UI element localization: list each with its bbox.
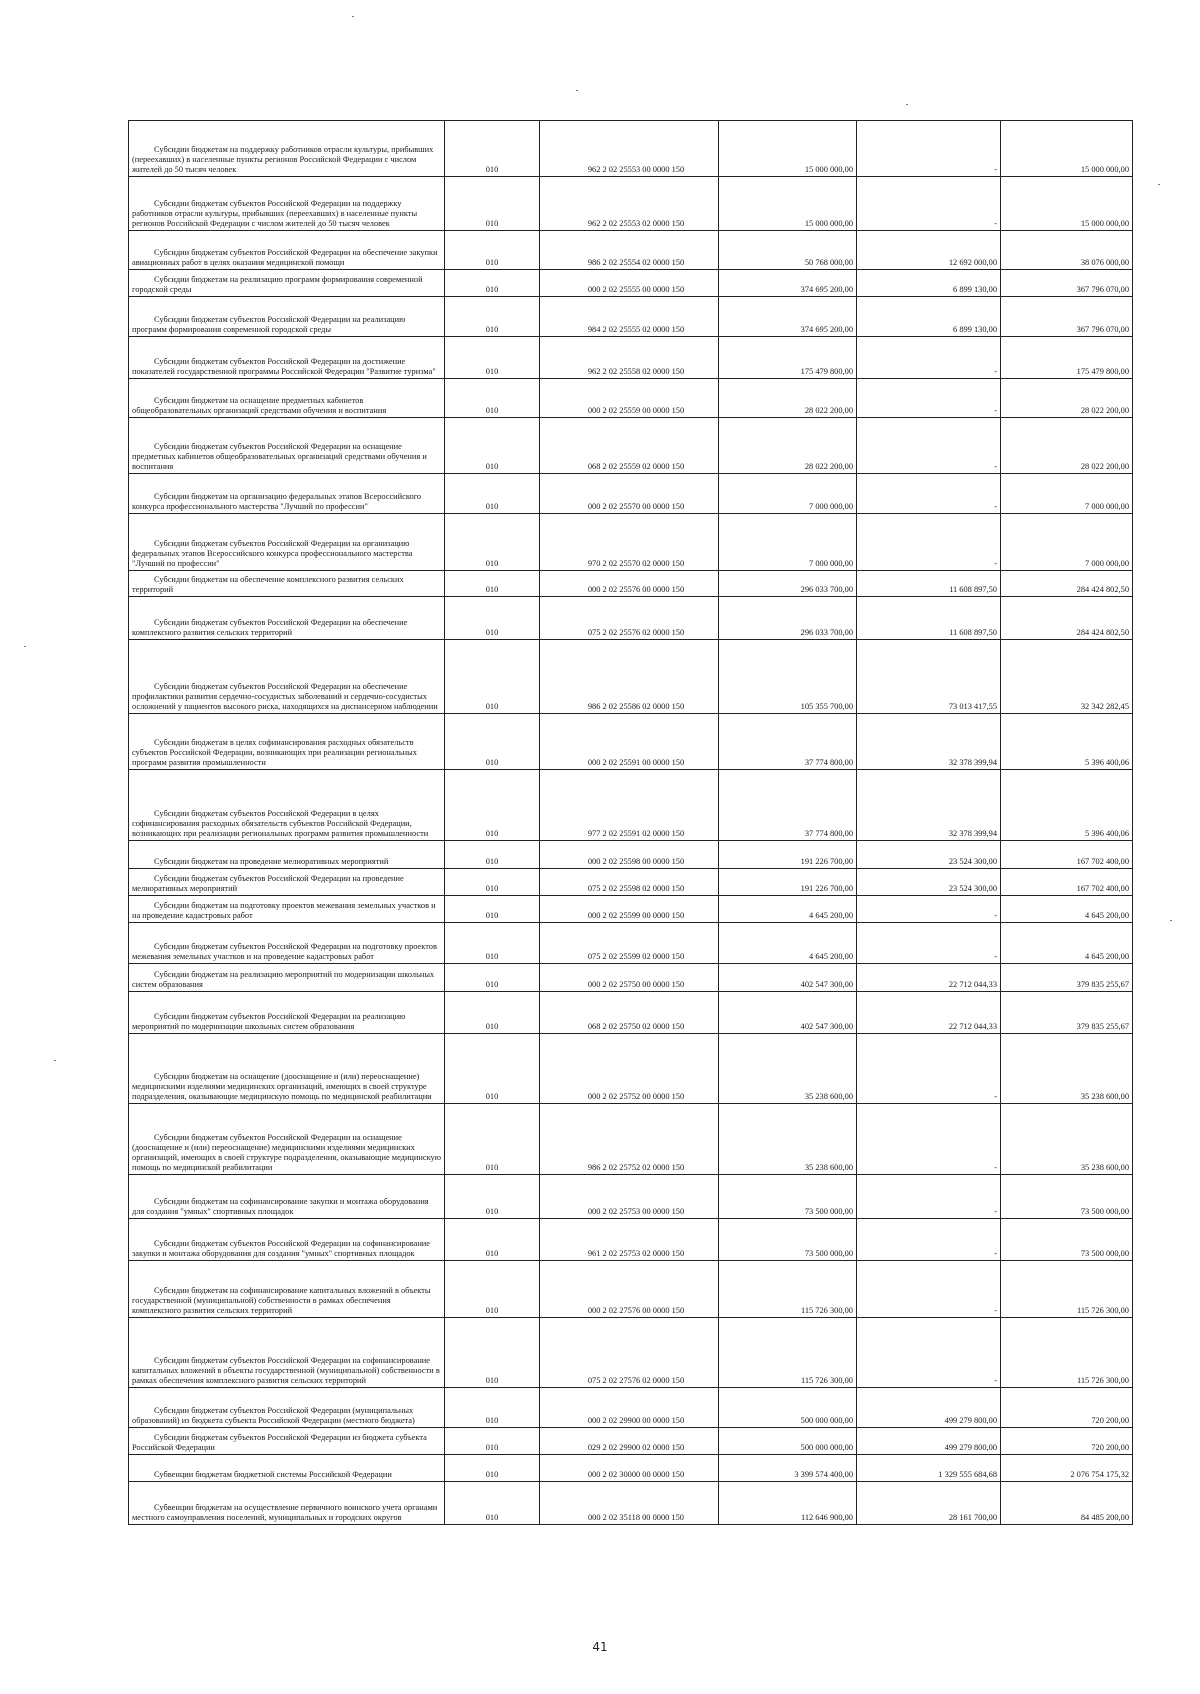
- row-plan: 191 226 700,00: [719, 869, 857, 896]
- row-remaining: 367 796 070,00: [1001, 270, 1133, 297]
- table-row: [129, 964, 1133, 992]
- row-name: Субсидии бюджетам субъектов Российской Федерации из бюджета субъекта Российской Федерации: [129, 1428, 445, 1455]
- row-kbk: 961 2 02 25753 02 0000 150: [540, 1219, 719, 1261]
- row-kbk: 000 2 02 25752 00 0000 150: [540, 1034, 719, 1104]
- row-kbk: 000 2 02 25570 00 0000 150: [540, 474, 719, 514]
- row-executed: -: [857, 1104, 1001, 1175]
- row-kbk: 068 2 02 25750 02 0000 150: [540, 992, 719, 1034]
- row-executed: 499 279 800,00: [857, 1428, 1001, 1455]
- row-executed: -: [857, 1175, 1001, 1219]
- table-row: [129, 418, 1133, 474]
- row-name: Субвенции бюджетам на осуществление первичного воинского учета органами местного самоуправления поселений, муниципальных и городских округов: [129, 1482, 445, 1525]
- row-plan: 35 238 600,00: [719, 1104, 857, 1175]
- row-remaining: 379 835 255,67: [1001, 992, 1133, 1034]
- row-code: 010: [445, 1318, 540, 1388]
- row-kbk: 075 2 02 25599 02 0000 150: [540, 923, 719, 964]
- row-code: 010: [445, 640, 540, 714]
- row-code: 010: [445, 177, 540, 231]
- row-code: 010: [445, 1034, 540, 1104]
- row-executed: -: [857, 1034, 1001, 1104]
- scan-speck: [352, 16, 354, 17]
- table-row: [129, 231, 1133, 270]
- row-plan: 115 726 300,00: [719, 1261, 857, 1318]
- row-executed: 1 329 555 684,68: [857, 1455, 1001, 1482]
- scan-speck: [54, 1060, 56, 1061]
- row-code: 010: [445, 270, 540, 297]
- row-name: Субсидии бюджетам субъектов Российской Федерации на подготовку проектов межевания земельных участков и на проведение кадастровых работ: [129, 923, 445, 964]
- table-row: [129, 1455, 1133, 1482]
- row-plan: 28 022 200,00: [719, 379, 857, 418]
- row-kbk: 962 2 02 25553 00 0000 150: [540, 121, 719, 177]
- row-kbk: 075 2 02 25598 02 0000 150: [540, 869, 719, 896]
- row-remaining: 379 835 255,67: [1001, 964, 1133, 992]
- table-row: [129, 1261, 1133, 1318]
- row-remaining: 4 645 200,00: [1001, 896, 1133, 923]
- row-remaining: 73 500 000,00: [1001, 1175, 1133, 1219]
- row-code: 010: [445, 923, 540, 964]
- row-kbk: 970 2 02 25570 02 0000 150: [540, 514, 719, 571]
- row-name: Субсидии бюджетам на организацию федеральных этапов Всероссийского конкурса профессионального мастерства "Лучший по профессии": [129, 474, 445, 514]
- row-remaining: 175 479 800,00: [1001, 337, 1133, 379]
- row-plan: 28 022 200,00: [719, 418, 857, 474]
- budget-income-table: [128, 120, 1133, 1525]
- row-code: 010: [445, 714, 540, 770]
- row-name: Субсидии бюджетам субъектов Российской Федерации на обеспечение комплексного развития сельских территорий: [129, 597, 445, 640]
- row-name: Субсидии бюджетам субъектов Российской Федерации на обеспечение профилактики развития сердечно-сосудистых заболеваний и сердечно-сосудистых осложнений у пациентов высокого риска, находящихся на диспансерном наблюдении: [129, 640, 445, 714]
- row-executed: 22 712 044,33: [857, 964, 1001, 992]
- row-code: 010: [445, 418, 540, 474]
- table-body: [129, 121, 1133, 1525]
- row-code: 010: [445, 597, 540, 640]
- row-name: Субсидии бюджетам субъектов Российской Федерации на софинансирование закупки и монтажа оборудования для создания "умных" спортивных площадок: [129, 1219, 445, 1261]
- scan-speck: [1170, 920, 1172, 921]
- row-kbk: 000 2 02 29900 00 0000 150: [540, 1388, 719, 1428]
- row-remaining: 284 424 802,50: [1001, 597, 1133, 640]
- row-remaining: 15 000 000,00: [1001, 121, 1133, 177]
- row-kbk: 000 2 02 25598 00 0000 150: [540, 841, 719, 869]
- row-kbk: 977 2 02 25591 02 0000 150: [540, 770, 719, 841]
- row-name: Субсидии бюджетам субъектов Российской Федерации на поддержку работников отрасли культуры, прибывших (переехавших) в населенные пункты регионов Российской Федерации с числом жителей до 50 тысяч человек: [129, 177, 445, 231]
- row-code: 010: [445, 1455, 540, 1482]
- row-name: Субсидии бюджетам субъектов Российской Федерации на оснащение предметных кабинетов общеобразовательных организаций средствами обучения и воспитания: [129, 418, 445, 474]
- row-remaining: 84 485 200,00: [1001, 1482, 1133, 1525]
- row-remaining: 15 000 000,00: [1001, 177, 1133, 231]
- row-executed: 32 378 399,94: [857, 714, 1001, 770]
- row-name: Субсидии бюджетам на оснащение (дооснащение и (или) переоснащение) медицинскими изделиями медицинских организаций, имеющих в своей структуре подразделения, оказывающие медицинскую помощь по медицинской реабилитации: [129, 1034, 445, 1104]
- row-name: Субсидии бюджетам субъектов Российской Федерации на проведение мелиоративных мероприятий: [129, 869, 445, 896]
- row-executed: 6 899 130,00: [857, 297, 1001, 337]
- row-plan: 115 726 300,00: [719, 1318, 857, 1388]
- row-code: 010: [445, 869, 540, 896]
- row-remaining: 115 726 300,00: [1001, 1261, 1133, 1318]
- row-name: Субсидии бюджетам на реализацию мероприятий по модернизации школьных систем образования: [129, 964, 445, 992]
- row-code: 010: [445, 474, 540, 514]
- row-code: 010: [445, 121, 540, 177]
- row-remaining: 7 000 000,00: [1001, 514, 1133, 571]
- row-name: Субсидии бюджетам в целях софинансирования расходных обязательств субъектов Российской Федерации, возникающих при реализации региональных программ развития промышленности: [129, 714, 445, 770]
- row-plan: 500 000 000,00: [719, 1428, 857, 1455]
- row-plan: 4 645 200,00: [719, 923, 857, 964]
- row-name: Субсидии бюджетам субъектов Российской Федерации на реализацию мероприятий по модернизации школьных систем образования: [129, 992, 445, 1034]
- row-plan: 402 547 300,00: [719, 964, 857, 992]
- row-kbk: 000 2 02 25753 00 0000 150: [540, 1175, 719, 1219]
- row-remaining: 7 000 000,00: [1001, 474, 1133, 514]
- row-code: 010: [445, 379, 540, 418]
- row-kbk: 000 2 02 35118 00 0000 150: [540, 1482, 719, 1525]
- row-kbk: 000 2 02 30000 00 0000 150: [540, 1455, 719, 1482]
- row-name: Субсидии бюджетам на софинансирование капитальных вложений в объекты государственной (муниципальной) собственности в рамках обеспечения комплексного развития сельских территорий: [129, 1261, 445, 1318]
- table-row: [129, 177, 1133, 231]
- row-executed: 23 524 300,00: [857, 841, 1001, 869]
- table-row: [129, 571, 1133, 597]
- row-plan: 4 645 200,00: [719, 896, 857, 923]
- row-name: Субсидии бюджетам субъектов Российской Федерации на софинансирование капитальных вложений в объекты государственной (муниципальной) собственности в рамках обеспечения комплексного развития сельских территорий: [129, 1318, 445, 1388]
- page-number: 41: [592, 1640, 608, 1654]
- row-executed: 22 712 044,33: [857, 992, 1001, 1034]
- row-executed: -: [857, 923, 1001, 964]
- row-code: 010: [445, 1104, 540, 1175]
- row-kbk: 000 2 02 25555 00 0000 150: [540, 270, 719, 297]
- row-code: 010: [445, 1388, 540, 1428]
- row-executed: 28 161 700,00: [857, 1482, 1001, 1525]
- row-name: Субсидии бюджетам на обеспечение комплексного развития сельских территорий: [129, 571, 445, 597]
- row-code: 010: [445, 1219, 540, 1261]
- table-row: [129, 270, 1133, 297]
- row-kbk: 962 2 02 25553 02 0000 150: [540, 177, 719, 231]
- row-name: Субсидии бюджетам субъектов Российской Федерации на организацию федеральных этапов Всероссийского конкурса профессионального мастерства "Лучший по профессии": [129, 514, 445, 571]
- row-remaining: 73 500 000,00: [1001, 1219, 1133, 1261]
- row-name: Субсидии бюджетам субъектов Российской Федерации на оснащение (дооснащение и (или) переоснащение) медицинскими изделиями медицинских организаций, имеющих в своей структуре подразделения, оказывающие медицинскую помощь по медицинской реабилитации: [129, 1104, 445, 1175]
- row-code: 010: [445, 514, 540, 571]
- table-row: [129, 597, 1133, 640]
- table-row: [129, 770, 1133, 841]
- row-executed: -: [857, 379, 1001, 418]
- row-kbk: 029 2 02 29900 02 0000 150: [540, 1428, 719, 1455]
- table-row: [129, 379, 1133, 418]
- row-executed: -: [857, 418, 1001, 474]
- table-row: [129, 714, 1133, 770]
- row-executed: 12 692 000,00: [857, 231, 1001, 270]
- table-row: [129, 1219, 1133, 1261]
- row-executed: 499 279 800,00: [857, 1388, 1001, 1428]
- row-plan: 296 033 700,00: [719, 597, 857, 640]
- row-remaining: 720 200,00: [1001, 1428, 1133, 1455]
- scan-speck: [1158, 184, 1160, 185]
- row-remaining: 35 238 600,00: [1001, 1034, 1133, 1104]
- row-plan: 175 479 800,00: [719, 337, 857, 379]
- row-executed: -: [857, 121, 1001, 177]
- row-remaining: 167 702 400,00: [1001, 869, 1133, 896]
- table-row: [129, 1388, 1133, 1428]
- row-plan: 105 355 700,00: [719, 640, 857, 714]
- row-remaining: 367 796 070,00: [1001, 297, 1133, 337]
- row-plan: 7 000 000,00: [719, 474, 857, 514]
- row-remaining: 5 396 400,06: [1001, 714, 1133, 770]
- row-remaining: 284 424 802,50: [1001, 571, 1133, 597]
- row-name: Субсидии бюджетам на оснащение предметных кабинетов общеобразовательных организаций средствами обучения и воспитания: [129, 379, 445, 418]
- row-name: Субсидии бюджетам на реализацию программ формирования современной городской среды: [129, 270, 445, 297]
- row-plan: 73 500 000,00: [719, 1175, 857, 1219]
- table-row: [129, 992, 1133, 1034]
- row-plan: 37 774 800,00: [719, 770, 857, 841]
- row-name: Субсидии бюджетам на проведение мелиоративных мероприятий: [129, 841, 445, 869]
- row-executed: -: [857, 514, 1001, 571]
- row-code: 010: [445, 770, 540, 841]
- table-row: [129, 869, 1133, 896]
- row-executed: -: [857, 177, 1001, 231]
- row-kbk: 075 2 02 25576 02 0000 150: [540, 597, 719, 640]
- row-code: 010: [445, 297, 540, 337]
- row-code: 010: [445, 841, 540, 869]
- row-code: 010: [445, 896, 540, 923]
- row-remaining: 28 022 200,00: [1001, 418, 1133, 474]
- row-code: 010: [445, 1482, 540, 1525]
- row-executed: -: [857, 337, 1001, 379]
- row-name: Субсидии бюджетам субъектов Российской Федерации на достижение показателей государственной программы Российской Федерации "Развитие туризма": [129, 337, 445, 379]
- row-kbk: 962 2 02 25558 02 0000 150: [540, 337, 719, 379]
- row-code: 010: [445, 231, 540, 270]
- table-row: [129, 1428, 1133, 1455]
- table-row: [129, 1175, 1133, 1219]
- row-code: 010: [445, 992, 540, 1034]
- row-name: Субсидии бюджетам субъектов Российской Федерации на реализацию программ формирования современной городской среды: [129, 297, 445, 337]
- row-executed: -: [857, 474, 1001, 514]
- row-executed: -: [857, 1261, 1001, 1318]
- row-kbk: 000 2 02 25750 00 0000 150: [540, 964, 719, 992]
- row-name: Субсидии бюджетам субъектов Российской Федерации на обеспечение закупки авиационных работ в целях оказания медицинской помощи: [129, 231, 445, 270]
- scan-speck: [24, 646, 26, 647]
- row-remaining: 720 200,00: [1001, 1388, 1133, 1428]
- row-plan: 3 399 574 400,00: [719, 1455, 857, 1482]
- row-kbk: 000 2 02 25591 00 0000 150: [540, 714, 719, 770]
- row-plan: 50 768 000,00: [719, 231, 857, 270]
- row-remaining: 38 076 000,00: [1001, 231, 1133, 270]
- row-kbk: 000 2 02 25599 00 0000 150: [540, 896, 719, 923]
- row-executed: 6 899 130,00: [857, 270, 1001, 297]
- row-plan: 7 000 000,00: [719, 514, 857, 571]
- row-plan: 112 646 900,00: [719, 1482, 857, 1525]
- row-remaining: 28 022 200,00: [1001, 379, 1133, 418]
- row-executed: 73 013 417,55: [857, 640, 1001, 714]
- row-remaining: 167 702 400,00: [1001, 841, 1133, 869]
- row-kbk: 000 2 02 25559 00 0000 150: [540, 379, 719, 418]
- row-plan: 374 695 200,00: [719, 297, 857, 337]
- row-executed: 23 524 300,00: [857, 869, 1001, 896]
- row-name: Субвенции бюджетам бюджетной системы Российской Федерации: [129, 1455, 445, 1482]
- table-row: [129, 1034, 1133, 1104]
- row-remaining: 35 238 600,00: [1001, 1104, 1133, 1175]
- table-row: [129, 841, 1133, 869]
- row-executed: 32 378 399,94: [857, 770, 1001, 841]
- row-kbk: 986 2 02 25752 02 0000 150: [540, 1104, 719, 1175]
- row-remaining: 32 342 282,45: [1001, 640, 1133, 714]
- row-kbk: 986 2 02 25586 02 0000 150: [540, 640, 719, 714]
- scan-speck: [576, 90, 578, 91]
- row-name: Субсидии бюджетам субъектов Российской Федерации (муниципальных образований) из бюджета субъекта Российской Федерации (местного бюджета): [129, 1388, 445, 1428]
- row-remaining: 4 645 200,00: [1001, 923, 1133, 964]
- row-code: 010: [445, 571, 540, 597]
- row-plan: 15 000 000,00: [719, 121, 857, 177]
- row-kbk: 986 2 02 25554 02 0000 150: [540, 231, 719, 270]
- row-name: Субсидии бюджетам на поддержку работников отрасли культуры, прибывших (переехавших) в населенные пункты регионов Российской Федерации с числом жителей до 50 тысяч человек: [129, 121, 445, 177]
- row-name: Субсидии бюджетам на софинансирование закупки и монтажа оборудования для создания "умных" спортивных площадок: [129, 1175, 445, 1219]
- table-row: [129, 474, 1133, 514]
- row-name: Субсидии бюджетам на подготовку проектов межевания земельных участков и на проведение кадастровых работ: [129, 896, 445, 923]
- row-kbk: 075 2 02 27576 02 0000 150: [540, 1318, 719, 1388]
- row-plan: 500 000 000,00: [719, 1388, 857, 1428]
- table-row: [129, 337, 1133, 379]
- table-row: [129, 514, 1133, 571]
- table-row: [129, 640, 1133, 714]
- table-row: [129, 896, 1133, 923]
- row-executed: -: [857, 896, 1001, 923]
- row-plan: 402 547 300,00: [719, 992, 857, 1034]
- row-plan: 35 238 600,00: [719, 1034, 857, 1104]
- table-row: [129, 1318, 1133, 1388]
- row-remaining: 5 396 400,06: [1001, 770, 1133, 841]
- row-remaining: 2 076 754 175,32: [1001, 1455, 1133, 1482]
- row-plan: 73 500 000,00: [719, 1219, 857, 1261]
- row-executed: 11 608 897,50: [857, 571, 1001, 597]
- row-kbk: 000 2 02 27576 00 0000 150: [540, 1261, 719, 1318]
- scan-speck: [906, 104, 908, 105]
- row-plan: 15 000 000,00: [719, 177, 857, 231]
- row-code: 010: [445, 1261, 540, 1318]
- row-executed: 11 608 897,50: [857, 597, 1001, 640]
- row-executed: -: [857, 1219, 1001, 1261]
- table-row: [129, 1104, 1133, 1175]
- row-kbk: 000 2 02 25576 00 0000 150: [540, 571, 719, 597]
- row-plan: 296 033 700,00: [719, 571, 857, 597]
- row-plan: 37 774 800,00: [719, 714, 857, 770]
- row-kbk: 068 2 02 25559 02 0000 150: [540, 418, 719, 474]
- row-kbk: 984 2 02 25555 02 0000 150: [540, 297, 719, 337]
- row-remaining: 115 726 300,00: [1001, 1318, 1133, 1388]
- row-code: 010: [445, 964, 540, 992]
- row-code: 010: [445, 337, 540, 379]
- table-row: [129, 121, 1133, 177]
- row-code: 010: [445, 1175, 540, 1219]
- row-executed: -: [857, 1318, 1001, 1388]
- row-name: Субсидии бюджетам субъектов Российской Федерации в целях софинансирования расходных обязательств субъектов Российской Федерации, возникающих при реализации региональных программ развития промышленности: [129, 770, 445, 841]
- table-row: [129, 1482, 1133, 1525]
- table-row: [129, 923, 1133, 964]
- row-plan: 374 695 200,00: [719, 270, 857, 297]
- row-code: 010: [445, 1428, 540, 1455]
- row-plan: 191 226 700,00: [719, 841, 857, 869]
- table-row: [129, 297, 1133, 337]
